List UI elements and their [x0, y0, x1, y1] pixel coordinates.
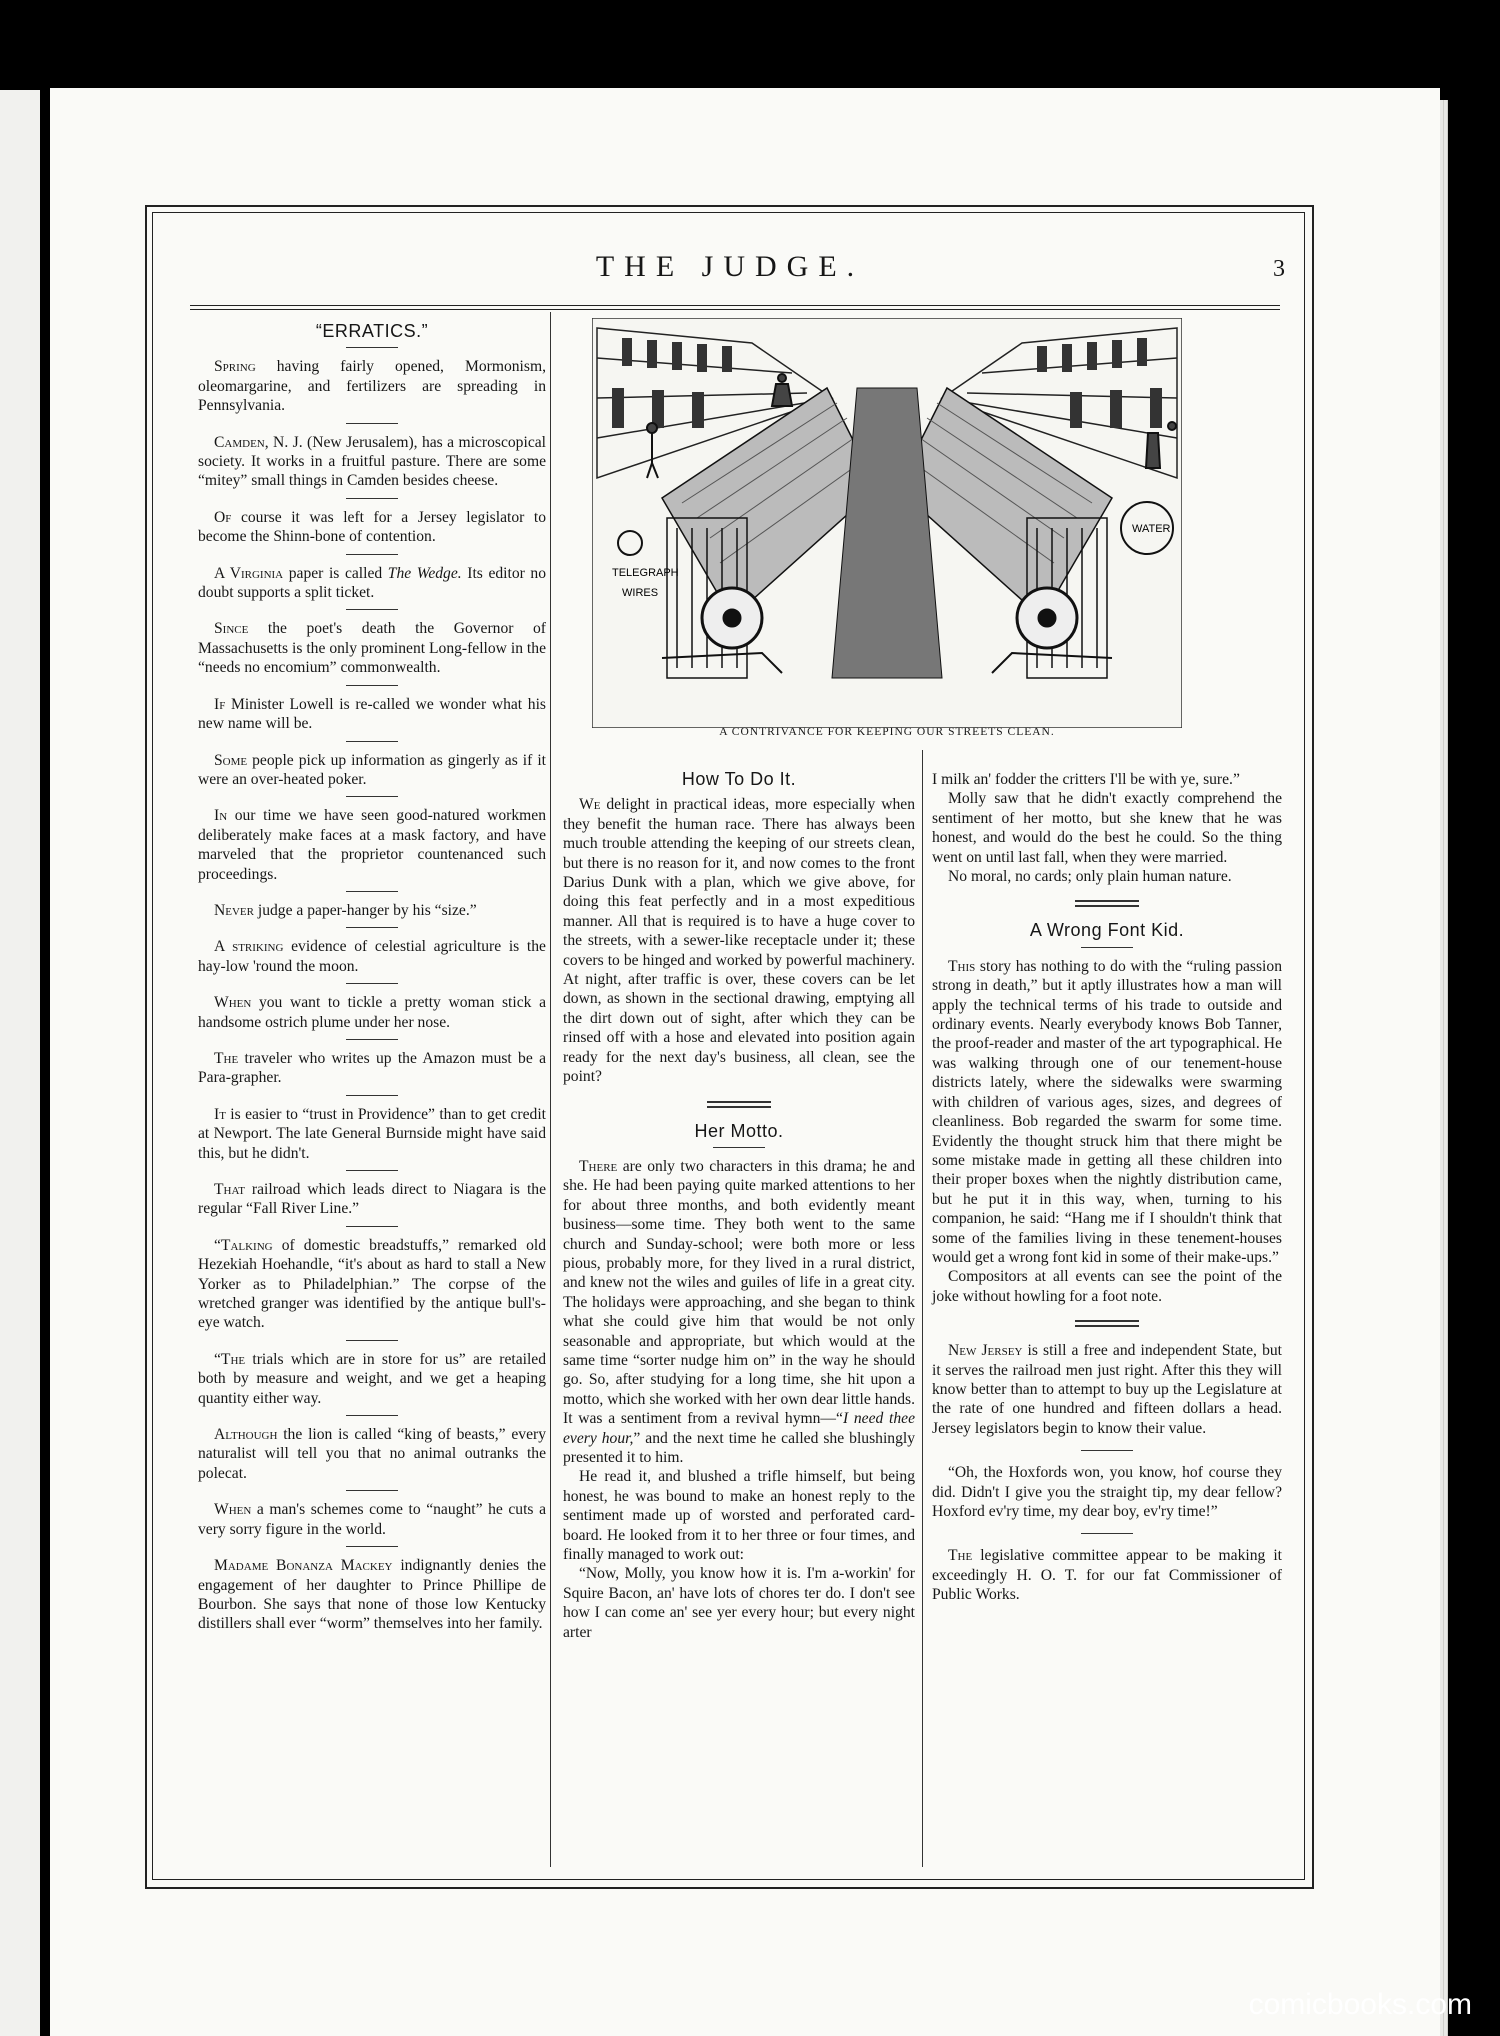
wrong-font-kid-paragraph: This story has nothing to do with the “ruling passion strong in death,” but it aptly illustrates how a man will apply the technical terms of his trade to outside and ordinary events. Nearly everybody knows Bob Tanner, the proof-reader and master of the art typographical. He was walking through one of our tenement-house districts lately, where the sidewalks were swarming with children of various ages, sizes, and degrees of cleanliness. Bob regarded the swarm for some time. Evidently the thought struck him that there might be some mistake made in getting all these children into their proper boxes when the nightly distribution came, but he put it in this way, when, turning to his companion, he said: “Hang me if I shouldn't think that some of the families living in these tenement-houses would get a wrong font kid in some of their make-ups.” [932, 957, 1282, 1266]
item-rule [346, 796, 398, 797]
erratics-item: When a man's schemes come to “naught” he cuts a very sorry figure in the world. [198, 1501, 546, 1538]
her-motto-paragraph-4: Molly saw that he didn't exactly comprehend the sentiment of her motto, but she knew that he was honest, and would do the best he could. So the thing went on until last fall, when they were married. [932, 790, 1282, 866]
erratics-column [198, 320, 546, 1641]
middle-column [563, 768, 915, 1642]
erratics-item: Some people pick up information as gingerly as if it were an over-heated poker. [198, 751, 546, 788]
heading-rule [1081, 947, 1133, 948]
right-column [932, 770, 1282, 1605]
item-rule [346, 1490, 398, 1491]
erratics-list [198, 357, 546, 1633]
column-rule-left [550, 312, 551, 1867]
her-motto-heading: Her Motto. [694, 1120, 784, 1141]
erratics-item: Madame Bonanza Mackey indignantly denies the engagement of her daughter to Prince Phillipe de Bourbon. She says that none of those low Kentucky distillers shall ever “worm” themselves into her family. [198, 1557, 546, 1633]
how-to-do-it-heading: How To Do It. [681, 769, 797, 789]
double-rule [1075, 1320, 1139, 1327]
erratics-item: A Virginia paper is called The Wedge. Its editor no doubt supports a split ticket. [198, 564, 547, 602]
masthead-rule-2 [190, 309, 1280, 310]
erratics-item: Never judge a paper-hanger by his “size.” [214, 901, 477, 919]
item-rule [346, 1340, 398, 1341]
erratics-item: The traveler who writes up the Amazon must be a Para-grapher. [198, 1049, 546, 1087]
erratics-item: Camden, N. J. (New Jerusalem), has a microscopical society. It works in a fruitful pasture. There are some “mitey” small things in Camden besides cheese. [198, 433, 546, 490]
wrong-font-kid-heading: A Wrong Font Kid. [1029, 920, 1185, 941]
her-motto-moral: No moral, no cards; only plain human nature. [948, 868, 1232, 886]
item-rule [346, 554, 398, 555]
her-motto-paragraph-1: There are only two characters in this drama; he and she. He had been paying quite marked attentions to her for about three months, and both evidently meant business—some time. They both went to the same church and Sunday-school; were both more or less pious, probably more, for they lived in a rural district, and knew not the wiles and guiles of life in a great city. The holidays were approaching, and she began to think what she could give him that would be not only seasonable and appropriate, but which would at the same time “sorter nudge him on” in the way he should go. So, after studying for a long time, she hit upon a motto, which she worked with her own dear little hands. It was a sentiment from a revival hymn—“I need thee every hour,” and the next time he called she blushingly presented it to him. [563, 1157, 915, 1466]
hoxford-paragraph: “Oh, the Hoxfords won, you know, hof course they did. Didn't I give you the straight tip, my dear fellow? Hoxford ev'ry time, my dear boy, ev'ry time!” [932, 1464, 1282, 1520]
page-number: 3 [1273, 256, 1285, 282]
telegraph-label: TELEGRAPH [612, 567, 679, 579]
heading-rule [713, 1147, 765, 1148]
watermark: comicbooks.com [1248, 1988, 1472, 2021]
her-motto-paragraph-2: He read it, and blushed a trifle himself, but being honest, he was bound to make an honest reply to the sentiment made up of worsted and perforated card-board. He looked from it to her three or four times, and finally managed to work out: [563, 1468, 915, 1564]
double-rule [1075, 900, 1139, 907]
masthead-rule [190, 305, 1280, 306]
item-rule [346, 1226, 398, 1227]
street-cleaning-illustration [592, 318, 1182, 728]
item-rule [346, 1546, 398, 1547]
item-rule [346, 741, 398, 742]
erratics-item: It is easier to “trust in Providence” than to get credit at Newport. The late General Burnside might have said this, but he didn't. [198, 1105, 546, 1162]
item-rule [346, 1039, 398, 1040]
erratics-item: Since the poet's death the Governor of Massachusetts is the only prominent Long-fellow in the “needs no encomium” commonwealth. [198, 620, 546, 677]
erratics-item: A striking evidence of celestial agriculture is the hay-low 'round the moon. [198, 938, 546, 975]
new-jersey-paragraph: New Jersey is still a free and independent State, but it serves the railroad men just right. After this they will know better than to attempt to buy up the Legislature at the rate of one hundred and fifteen dollars a head. Jersey legislators begin to know their value. [932, 1342, 1282, 1437]
item-rule [346, 891, 398, 892]
wires-label: WIRES [622, 587, 659, 599]
her-motto-continued: I milk an' fodder the critters I'll be with ye, sure.” [932, 771, 1240, 788]
item-rule [346, 498, 398, 499]
erratics-item: “The trials which are in store for us” are retailed both by measure and weight, and we get a heaping quantity either way. [198, 1350, 546, 1407]
illustration-caption: A CONTRIVANCE FOR KEEPING OUR STREETS CLEAN. [719, 726, 1055, 738]
item-rule [346, 1170, 398, 1171]
item-rule [346, 1415, 398, 1416]
item-rule [346, 685, 398, 686]
erratics-item: Spring having fairly opened, Mormonism, oleomargarine, and fertilizers are spreading in Pennsylvania. [198, 358, 546, 415]
erratics-item: Of course it was left for a Jersey legislator to become the Shinn-bone of contention. [198, 508, 546, 546]
double-rule [707, 1101, 771, 1108]
erratics-item: When you want to tickle a pretty woman stick a handsome ostrich plume under her nose. [198, 994, 546, 1031]
previous-page-edge [0, 90, 40, 2036]
item-rule [346, 1095, 398, 1096]
erratics-item: “Talking of domestic breadstuffs,” remarked old Hezekiah Hoehandle, “it's about as hard to stall a New Yorker as to Philadelphian.” The corpse of the wretched granger was identified by the antique bull's-eye watch. [198, 1236, 546, 1332]
erratics-heading: “ERRATICS.” [315, 321, 429, 341]
legislative-paragraph: The legislative committee appear to be making it exceedingly H. O. T. for our fat Commissioner of Public Works. [932, 1547, 1282, 1604]
item-rule [1081, 1533, 1133, 1534]
erratics-item: Although the lion is called “king of beasts,” every naturalist will tell you that no animal outranks the polecat. [198, 1426, 546, 1482]
heading-rule [346, 347, 398, 348]
how-to-do-it-paragraph: We delight in practical ideas, more especially when they benefit the human race. There has always been much trouble attending the keeping of our streets clean, but there is no reason for it, and now comes to the front Darius Dunk with a plan, which we give above, for doing this feat perfectly and in a most expeditious manner. All that is required is to have a huge cover to the streets, with a sewer-like receptacle under it; these covers to be hinged and worked by powerful machinery. At night, after traffic is over, these covers can be let down, as shown in the sectional drawing, emptying all the dirt down out of sight, after which they can be rinsed off with a hose and elevated into position again ready for the next day's business, all clean, see the point? [563, 796, 915, 1086]
item-rule [346, 983, 398, 984]
column-rule-right [922, 750, 923, 1867]
erratics-item: In our time we have seen good-natured workmen deliberately make faces at a mask factory, and have marveled that the proprietor countenanced such proceedings. [198, 807, 546, 883]
item-rule [346, 609, 398, 610]
item-rule [346, 927, 398, 928]
item-rule [1081, 1450, 1133, 1451]
her-motto-paragraph-3: “Now, Molly, you know how it is. I'm a-workin' for Squire Bacon, an' have lots of chores ter do. I don't see how I can come an' see yer every hour; but every night arter [563, 1565, 915, 1641]
erratics-item: If Minister Lowell is re-called we wonder what his new name will be. [198, 695, 546, 733]
water-label: WATER [1132, 523, 1171, 535]
masthead-title: THE JUDGE. [595, 250, 865, 283]
item-rule [346, 423, 398, 424]
wrong-font-kid-paragraph-2: Compositors at all events can see the point of the joke without howling for a foot note. [932, 1268, 1282, 1305]
erratics-item: That railroad which leads direct to Niagara is the regular “Fall River Line.” [198, 1181, 546, 1218]
